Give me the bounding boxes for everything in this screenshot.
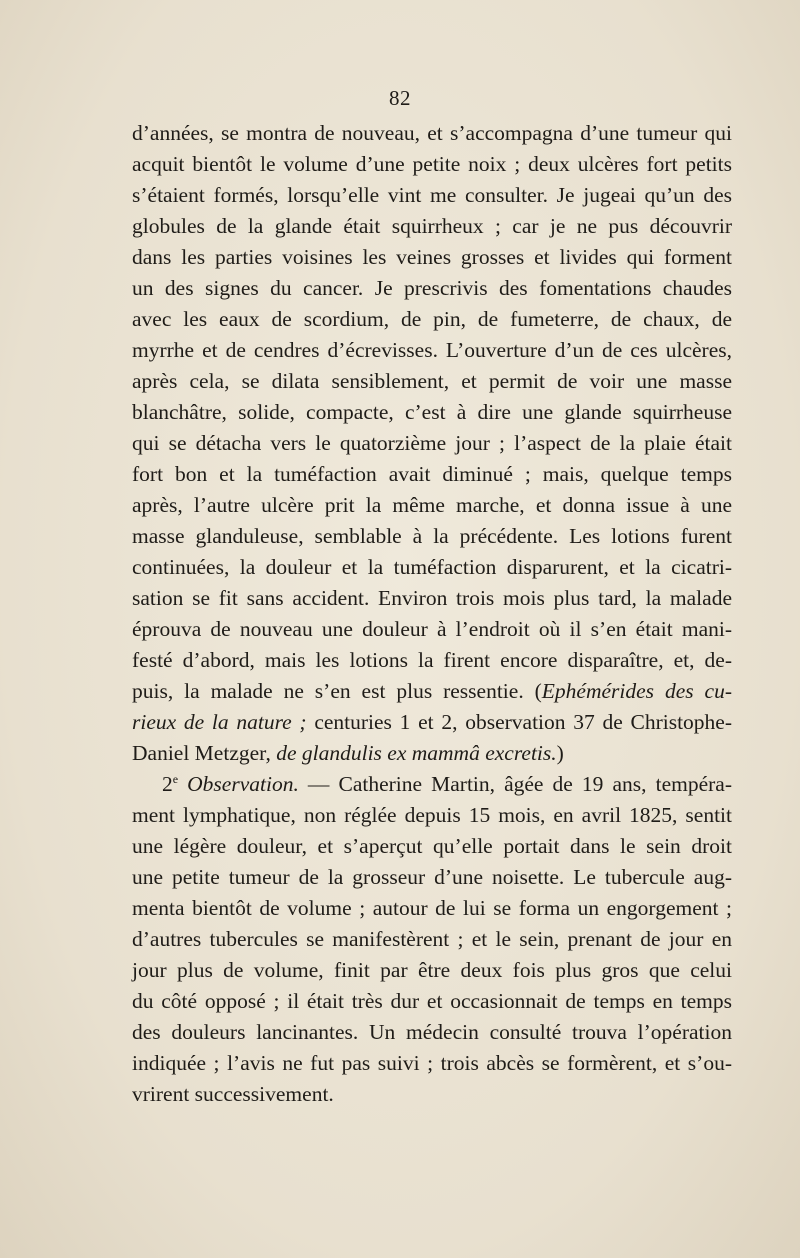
ordinal-suffix: e xyxy=(172,771,179,786)
observation-number: 2 xyxy=(162,772,173,796)
text-run: Daniel Metzger, xyxy=(132,741,277,765)
text-run: ) xyxy=(556,741,564,765)
text-line: des douleurs lancinantes. Un médecin consulté trouva l’opération xyxy=(132,1020,732,1044)
text-line: ment lymphatique, non réglée depuis 15 mois, en avril 1825, sentit xyxy=(132,803,732,827)
text-line: myrrhe et de cendres d’écrevisses. L’ouverture d’un de ces ulcères, xyxy=(132,338,732,362)
text-line: qui se détacha vers le quatorzième jour ; l’aspect de la plaie était xyxy=(132,431,732,455)
text-line: continuées, la douleur et la tuméfaction disparurent, et la cicatri- xyxy=(132,555,732,579)
text-line: indiquée ; l’avis ne fut pas suivi ; trois abcès se formèrent, et s’ou- xyxy=(132,1051,732,1075)
text-line: dans les parties voisines les veines grosses et livides qui forment xyxy=(132,245,732,269)
text-line: fort bon et la tuméfaction avait diminué ; mais, quelque temps xyxy=(132,462,732,486)
text-line: blanchâtre, solide, compacte, c’est à dire une glande squirrheuse xyxy=(132,400,732,424)
text-line xyxy=(132,738,732,769)
text-line: vrirent successivement. xyxy=(132,1082,334,1106)
text-line: d’autres tubercules se manifestèrent ; et le sein, prenant de jour en xyxy=(132,927,732,951)
text-line: acquit bientôt le volume d’une petite noix ; deux ulcères fort petits xyxy=(132,152,732,176)
text-line: menta bientôt de volume ; autour de lui se forma un engorgement ; xyxy=(132,896,732,920)
text-line: après, l’autre ulcère prit la même marche, et donna issue à une xyxy=(132,493,732,517)
text-line: un des signes du cancer. Je prescrivis des fomentations chaudes xyxy=(132,276,732,300)
page-number: 82 xyxy=(389,86,411,110)
text-line xyxy=(132,676,732,707)
citation-title: de glandulis ex mammâ excretis. xyxy=(276,741,557,765)
text-line: avec les eaux de scordium, de pin, de fumeterre, de chaux, de xyxy=(132,307,732,331)
citation-title: Ephémérides des cu- xyxy=(541,679,733,703)
text-line xyxy=(132,707,732,738)
text-line: festé d’abord, mais les lotions la firent encore disparaître, et, de- xyxy=(132,648,732,672)
observation-label: Observation. xyxy=(178,772,299,796)
text-run: — Catherine Martin, âgée de 19 ans, tempéra- xyxy=(298,772,732,796)
body-text xyxy=(132,118,732,1110)
text-line: éprouva de nouveau une douleur à l’endroit où il s’en était mani- xyxy=(132,617,732,641)
text-line: jour plus de volume, finit par être deux fois plus gros que celui xyxy=(132,958,732,982)
text-line: après cela, se dilata sensiblement, et permit de voir une masse xyxy=(132,369,732,393)
text-line: une petite tumeur de la grosseur d’une noisette. Le tubercule aug- xyxy=(132,865,732,889)
text-line: globules de la glande était squirrheux ; car je ne pus découvrir xyxy=(132,214,732,238)
text-line: d’années, se montra de nouveau, et s’accompagna d’une tumeur qui xyxy=(132,121,732,145)
citation-title: rieux de la nature ; xyxy=(132,710,307,734)
text-line: sation se fit sans accident. Environ trois mois plus tard, la malade xyxy=(132,586,732,610)
text-line: masse glanduleuse, semblable à la précédente. Les lotions furent xyxy=(132,524,732,548)
text-run: puis, la malade ne s’en est plus ressentie. ( xyxy=(132,679,542,703)
text-line: du côté opposé ; il était très dur et occasionnait de temps en temps xyxy=(132,989,732,1013)
text-run: centuries 1 et 2, observation 37 de Christophe- xyxy=(306,710,732,734)
text-line: s’étaient formés, lorsqu’elle vint me consulter. Je jugeai qu’un des xyxy=(132,183,732,207)
observation-heading-line xyxy=(132,769,732,800)
text-line: une légère douleur, et s’aperçut qu’elle portait dans le sein droit xyxy=(132,834,732,858)
